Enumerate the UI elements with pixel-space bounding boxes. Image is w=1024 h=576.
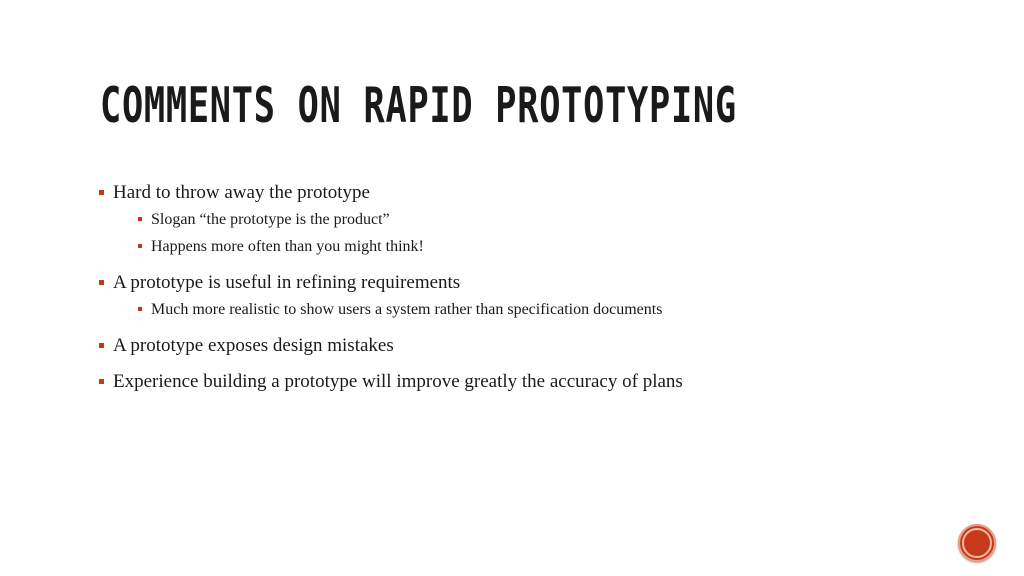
square-bullet-icon [99,343,104,348]
circle-ring-icon [962,528,992,558]
bullet-text: Experience building a prototype will improve greatly the accuracy of plans [113,371,683,392]
sub-bullet-text: Much more realistic to show users a system rather than specification documents [151,301,663,318]
sub-bullet-list [113,296,977,323]
bullet-text: A prototype exposes design mistakes [113,335,394,356]
sub-bullet-item [135,233,977,260]
bullet-item [97,369,977,395]
sub-bullet-text: Slogan “the prototype is the product” [151,211,390,228]
sub-bullet-item [135,296,977,323]
sub-bullet-item [135,206,977,233]
bullet-text: Hard to throw away the prototype [113,182,370,203]
square-bullet-icon [138,307,142,311]
bullet-item [97,270,977,323]
square-bullet-icon [138,244,142,248]
bullet-list [97,180,977,405]
square-bullet-icon [99,280,104,285]
sub-bullet-list [113,206,977,260]
page-number-badge [958,524,996,562]
square-bullet-icon [99,379,104,384]
slide-title: COMMENTS ON RAPID PROTOTYPING [100,77,737,134]
bullet-item [97,180,977,260]
bullet-text: A prototype is useful in refining requirements [113,272,461,293]
bullet-item [97,333,977,359]
sub-bullet-text: Happens more often than you might think! [151,238,424,255]
square-bullet-icon [138,217,142,221]
square-bullet-icon [99,190,104,195]
